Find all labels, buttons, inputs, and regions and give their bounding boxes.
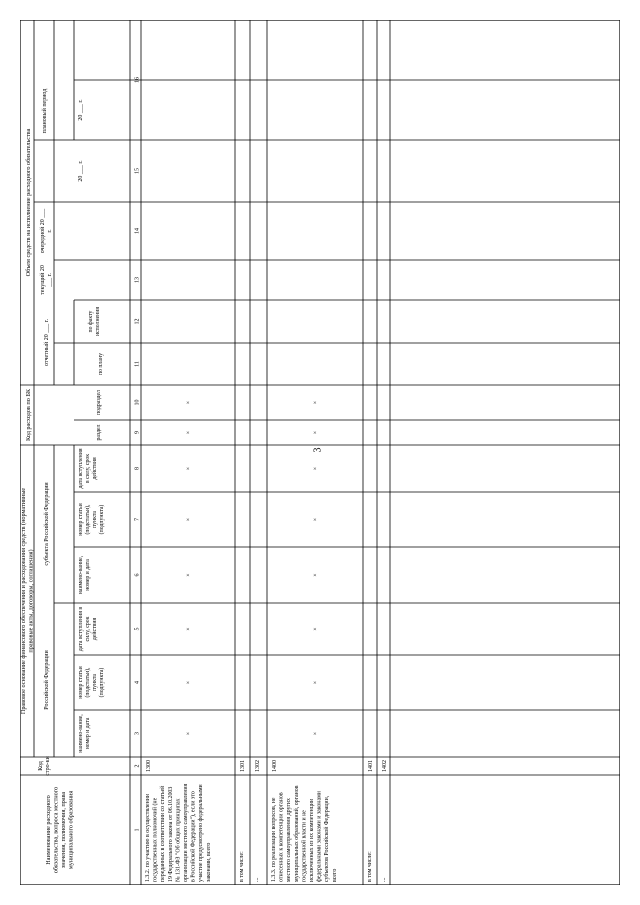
row-code: 1300 (146, 760, 152, 772)
column-number: 7 (134, 518, 141, 521)
empty-mark: × (186, 400, 192, 405)
header-volume: Объем средств на исполнение расходного обязательства (25, 128, 32, 277)
column-number: 5 (134, 627, 141, 631)
header-current: текущий 20___ г. (40, 265, 54, 295)
empty-mark: × (186, 517, 192, 522)
header-reporting: отчетный 20 ___ г. (44, 318, 50, 367)
header-bk-code: Код расходов по БК (25, 388, 32, 442)
empty-mark: × (313, 517, 319, 522)
column-number: 2 (134, 764, 141, 768)
row-code: 1401 (368, 760, 374, 772)
header-subsection: подраздел (96, 390, 102, 415)
empty-mark: × (186, 573, 192, 577)
empty-mark: × (313, 400, 319, 405)
column-number: 1 (134, 828, 141, 832)
column-number: 15 (134, 168, 141, 174)
header-doc-name-subject: наимено-вание,номер и дата (78, 555, 91, 595)
row-name: в том числе: (239, 851, 245, 882)
header-rf: Российской Федерации (44, 650, 50, 710)
row-code: 1400 (272, 760, 278, 772)
empty-mark: × (186, 627, 192, 631)
header-code: Кодстро-ки (38, 756, 52, 776)
header-article-rf: номер статьи(подстатьи),пункта(подпункта) (78, 666, 105, 699)
header-effective-rf: дата вступления всилу, срокдействия (78, 606, 98, 652)
empty-mark: × (313, 731, 319, 736)
page-number: 3 (312, 447, 324, 453)
row-name: ... (254, 877, 260, 882)
header-by-plan: по плану (98, 352, 104, 376)
column-number: 10 (134, 399, 141, 406)
empty-mark: × (186, 466, 192, 471)
empty-mark: × (313, 573, 319, 577)
header-planning: плановый период (42, 88, 48, 134)
row-name: 1.3.2. по участию в осуществлении государственных полномочий (не переданных в соответствии со статьей 19 Федерального закона от 06.10.2003 № 131-ФЗ "Об общих принципах организации местного самоуправления в Российской Федерации"), если это участие предусмотрено федеральными законами, всего (145, 783, 212, 882)
expenditure-obligations-table (20, 20, 620, 885)
column-number: 11 (134, 361, 141, 367)
row-code: 1402 (382, 760, 388, 772)
table-border (20, 20, 620, 885)
row-name: ... (381, 877, 387, 882)
column-number: 16 (134, 77, 141, 83)
header-name: Наименование расходногообязательства, вопроса местногозначения, полномочия, правамуниципального образования (45, 786, 75, 874)
column-number: 9 (134, 431, 141, 434)
empty-mark: × (186, 430, 192, 435)
row-name: в том числе: (367, 851, 373, 882)
header-effective-subject: дата вступленияв силу, срокдействия (78, 448, 98, 489)
empty-mark: × (186, 731, 192, 736)
header-by-fact: по фактуисполнения (88, 306, 101, 337)
column-number: 8 (134, 467, 141, 470)
header-plan-y1: 20 ___ г. (78, 160, 84, 182)
column-number: 3 (134, 732, 141, 735)
empty-mark: × (313, 627, 319, 631)
empty-mark: × (313, 466, 319, 471)
header-legal-basis: Правовое основание финансового обеспечения и расходования средств (нормативныеправовые акты, договоры, соглашения) (20, 487, 35, 715)
row-code: 1302 (255, 760, 261, 772)
header-doc-name-rf: наимено-вание,номер и дата (78, 714, 91, 753)
row-name: 1.3.3. по реализации вопросов, не отнесенных к компетенции органов местного самоуправления других муниципальных образований, органов государственной власти и не исключенных из их компетенции федеральными законами и законами субъектов Российской Федерации, всего (271, 785, 338, 882)
column-number: 14 (134, 228, 141, 234)
header-section: раздел (96, 424, 102, 441)
column-number: 6 (134, 573, 141, 577)
header-next: очередной 20 ___г. (40, 208, 54, 254)
header-subject: субъекта Российской Федерации (44, 482, 50, 566)
column-number: 4 (134, 681, 141, 684)
header-plan-y2: 20 ___ г. (78, 99, 84, 121)
header-article-subject: номер статьи(подстатьи),пункта(подпункта) (78, 503, 105, 536)
empty-mark: × (186, 680, 192, 685)
row-code: 1301 (240, 760, 246, 772)
empty-mark: × (313, 680, 319, 685)
empty-mark: × (313, 430, 319, 435)
column-number: 13 (134, 277, 141, 283)
column-number: 12 (134, 318, 141, 325)
